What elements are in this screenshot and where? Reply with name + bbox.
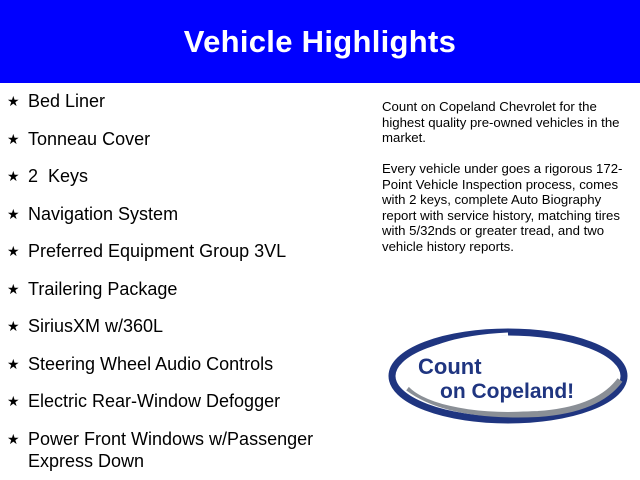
feature-label: Navigation System [28,203,179,224]
star-icon: ★ [7,243,20,259]
feature-item [7,353,352,391]
header-banner [0,0,640,83]
feature-item [7,428,352,472]
feature-item [7,128,352,166]
dealer-blurb [382,99,632,270]
logo-line-2: on Copeland! [440,380,575,403]
feature-label: Electric Rear-Window Defogger [28,391,281,411]
feature-item [7,390,352,428]
feature-item [7,165,352,203]
feature-item [7,315,352,353]
feature-label: 2 Keys [28,166,89,186]
feature-label: Steering Wheel Audio Controls [28,353,274,374]
feature-label: Bed Liner [28,91,106,111]
star-icon: ★ [7,430,20,447]
star-icon: ★ [7,130,20,147]
feature-item [7,203,352,241]
star-icon: ★ [7,355,20,372]
blurb-paragraph: Every vehicle under goes a rigorous 172-Point Vehicle Inspection process, comes with 2 keys, complete Auto Biography report with service history, matching tires with 5/32nds or greater tread, and two vehicle history reports. [382,161,623,254]
star-icon: ★ [7,280,20,297]
star-icon: ★ [7,93,20,109]
feature-list [7,90,352,472]
star-icon: ★ [7,205,20,222]
feature-item [7,240,352,278]
feature-label: Power Front Windows w/Passenger Express Down [28,428,314,471]
feature-item [7,278,352,316]
feature-label: SiriusXM w/360L [28,316,164,336]
star-icon: ★ [7,168,20,184]
count-on-copeland-logo [388,328,628,424]
logo-line-1: Count [418,354,482,379]
star-icon: ★ [7,318,20,334]
feature-label: Preferred Equipment Group 3VL [28,241,287,261]
feature-label: Trailering Package [28,278,178,299]
feature-label: Tonneau Cover [28,128,151,149]
star-icon: ★ [7,393,20,409]
blurb-paragraph: Count on Copeland Chevrolet for the highest quality pre-owned vehicles in the market. [382,99,620,145]
feature-item [7,90,352,128]
page-title: Vehicle Highlights [183,23,457,59]
